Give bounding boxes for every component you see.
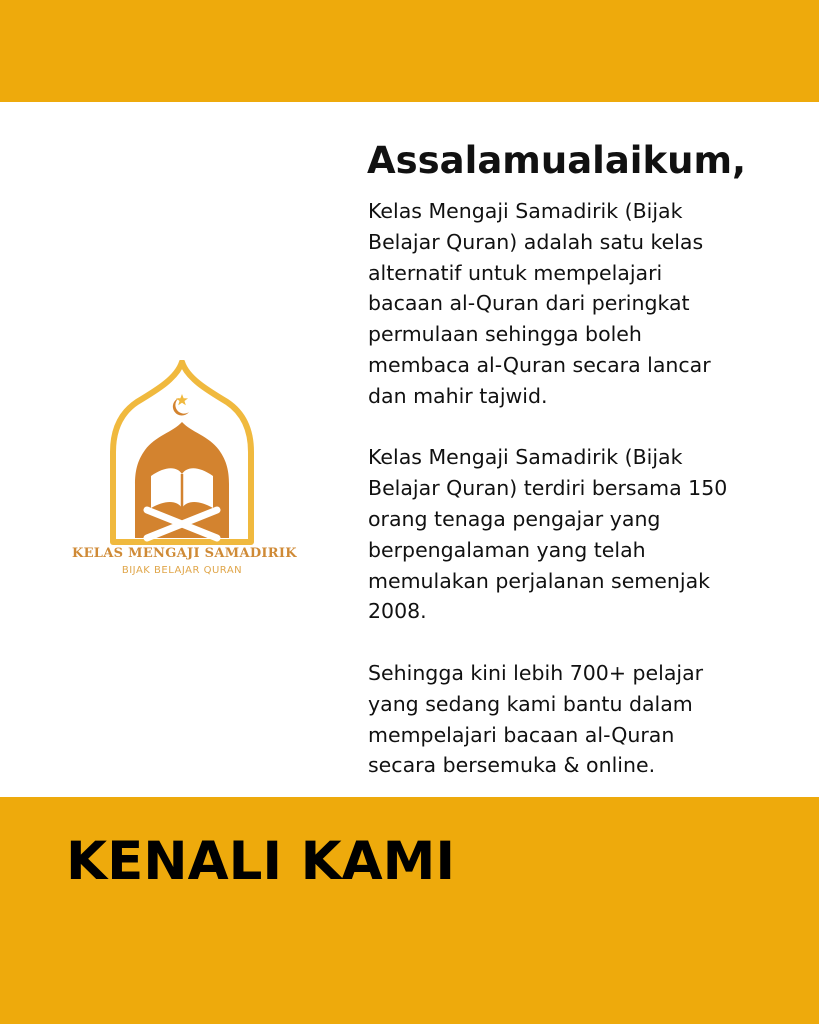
logo-name: KELAS MENGAJI SAMADIRIK bbox=[72, 546, 297, 561]
footer-title: KENALI KAMI bbox=[66, 831, 456, 892]
mosque-dome-icon bbox=[107, 360, 257, 545]
top-banner bbox=[0, 0, 819, 102]
intro-paragraph-2: Kelas Mengaji Samadirik (Bijak Belajar Quran) terdiri bersama 150 orang tenaga pengajar yang berpengalaman yang telah memulakan perjalanan semenjak 2008. bbox=[368, 445, 728, 624]
intro-text bbox=[368, 196, 788, 781]
intro-paragraph-1: Kelas Mengaji Samadirik (Bijak Belajar Quran) adalah satu kelas alternatif untuk mempelajari bacaan al-Quran dari peringkat permulaan sehingga boleh membaca al-Quran secara lancar dan mahir tajwid. bbox=[368, 199, 711, 408]
crescent-star-icon bbox=[173, 394, 189, 416]
logo bbox=[72, 360, 297, 590]
greeting-heading: Assalamualaikum, bbox=[367, 139, 747, 182]
logo-tagline: BIJAK BELAJAR QURAN bbox=[121, 565, 243, 576]
intro-paragraph-3: Sehingga kini lebih 700+ pelajar yang sedang kami bantu dalam mempelajari bacaan al-Quran secara bersemuka & online. bbox=[368, 660, 704, 778]
